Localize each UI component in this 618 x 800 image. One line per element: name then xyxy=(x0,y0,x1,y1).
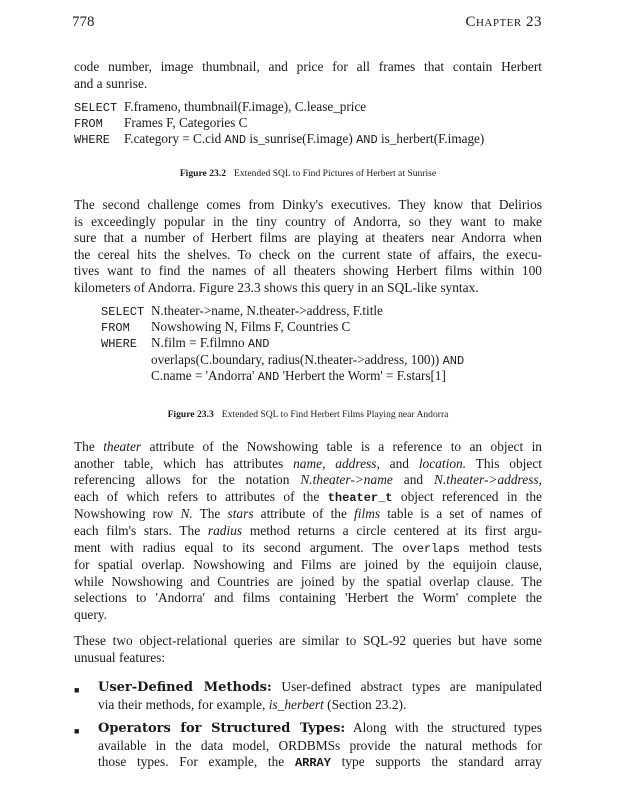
text-line: available in the data model, ORDBMSs provide the natural methods for xyxy=(98,737,542,753)
figure-label: Figure 23.2 xyxy=(179,168,227,179)
text-line: tives want to find the names of all theaters showing Herbert films within 100 xyxy=(74,263,542,279)
sql-text: F.category = C.cid xyxy=(124,131,225,147)
sql-keyword: SELECT xyxy=(74,101,118,115)
text-line: query. xyxy=(74,606,107,622)
text-line: The second challenge comes from Dinky's executives. They know that Delirios xyxy=(74,197,542,212)
text-line: while Nowshowing and Countries are joined by the spatial overlap clause. The xyxy=(74,573,542,589)
sql-keyword: AND xyxy=(224,133,247,148)
figure-caption-text: Extended SQL to Find Herbert Films Playing near Andorra xyxy=(221,409,449,420)
text-line: Nowshowing row N. The stars attribute of the films table is a set of names of xyxy=(74,506,542,522)
text-line: another table, which has attributes name, address, and location. This object xyxy=(74,455,543,471)
sql-keyword: WHERE xyxy=(74,133,111,148)
figure-label: Figure 23.3 xyxy=(167,409,214,420)
text-line: for spatial overlap. Nowshowing and Films are joined by the equijoin clause, xyxy=(74,557,542,573)
bullet-marker: ■ xyxy=(74,726,80,736)
text-line: The theater attribute of the Nowshowing table is a reference to an object in xyxy=(74,439,542,454)
text-line: via their methods, for example, is_herbert (Section 23.2). xyxy=(98,696,407,712)
text-line: each film's stars. The radius method returns a circle centered at its first argu- xyxy=(74,522,542,538)
sql-text: is_sunrise(F.image) xyxy=(246,131,357,147)
sql-text: 'Herbert the Worm' = F.stars[1] xyxy=(279,367,446,383)
paragraph-theater-attribute xyxy=(74,439,542,624)
running-header xyxy=(72,14,542,34)
paragraph-unusual-features xyxy=(74,633,542,666)
sql-keyword: WHERE xyxy=(101,337,138,352)
sql-text: overlaps(C.boundary, radius(N.theater->address, 100)) xyxy=(151,351,443,367)
list-item xyxy=(74,679,542,713)
chapter-label: Chapter 23 xyxy=(465,14,542,30)
text-line: and a sunrise. xyxy=(74,75,148,91)
intro-paragraph xyxy=(74,59,542,92)
sql-text: N.film = F.filmno xyxy=(151,335,248,351)
sql-query-herbert-sunrise xyxy=(74,99,484,148)
sql-text: N.theater->name, N.theater->address, F.title xyxy=(151,303,383,318)
text-line: sure that a number of Herbert films are playing at theaters near Andorra when xyxy=(74,230,542,246)
page-number: 778 xyxy=(72,14,95,30)
sql-keyword: AND xyxy=(247,337,270,352)
figure-caption-23-2 xyxy=(74,168,542,179)
text-line: Operators for Structured Types: Along with the structured types xyxy=(98,720,542,736)
text-line: the cereal hits the shelves. To check on the current state of affairs, the execu- xyxy=(74,246,542,262)
sql-text: is_herbert(F.image) xyxy=(377,131,485,147)
sql-keyword: FROM xyxy=(101,321,130,336)
text-line: is exceedingly popular in the tiny country of Andorra, so they want to make xyxy=(74,213,542,229)
figure-caption-23-3 xyxy=(74,409,542,420)
paragraph-executives xyxy=(74,197,542,297)
text-line: unusual features: xyxy=(74,649,166,665)
sql-text: Nowshowing N, Films F, Countries C xyxy=(151,319,351,335)
sql-keyword: AND xyxy=(257,369,280,384)
text-line: ment with radius equal to its second argument. The overlaps method tests xyxy=(74,539,542,556)
sql-query-andorra-theaters xyxy=(101,303,464,384)
sql-text: C.name = 'Andorra' xyxy=(151,367,258,383)
sql-text: F.frameno, thumbnail(F.image), C.lease_price xyxy=(124,99,367,114)
sql-keyword: AND xyxy=(442,353,465,368)
text-line: those types. For example, the ARRAY type supports the standard array xyxy=(98,754,542,771)
text-line: referencing allows for the notation N.theater->name and N.theater->address, xyxy=(74,472,542,488)
sql-text: Frames F, Categories C xyxy=(124,115,248,131)
list-item xyxy=(74,720,542,772)
bullet-term: User-Defined Methods: xyxy=(98,680,272,695)
bullet-marker: ■ xyxy=(74,685,80,695)
text-line: User-Defined Methods: User-defined abstract types are manipulated xyxy=(98,679,542,695)
bullet-term: Operators for Structured Types: xyxy=(98,721,346,736)
text-line: These two object-relational queries are similar to SQL-92 queries but have some xyxy=(74,633,542,648)
sql-keyword: FROM xyxy=(74,117,103,132)
text-line: kilometers of Andorra. Figure 23.3 shows this query in an SQL-like syntax. xyxy=(74,279,479,295)
sql-keyword: SELECT xyxy=(101,305,145,319)
text-line: selections to 'Andorra' and films containing 'Herbert the Worm' complete the xyxy=(74,590,542,606)
text-line: code number, image thumbnail, and price for all frames that contain Herbert xyxy=(74,59,542,74)
text-line: each of which refers to attributes of the theater_t object referenced in the xyxy=(74,488,543,505)
sql-keyword: AND xyxy=(356,133,378,148)
figure-caption-text: Extended SQL to Find Pictures of Herbert at Sunrise xyxy=(234,168,437,179)
